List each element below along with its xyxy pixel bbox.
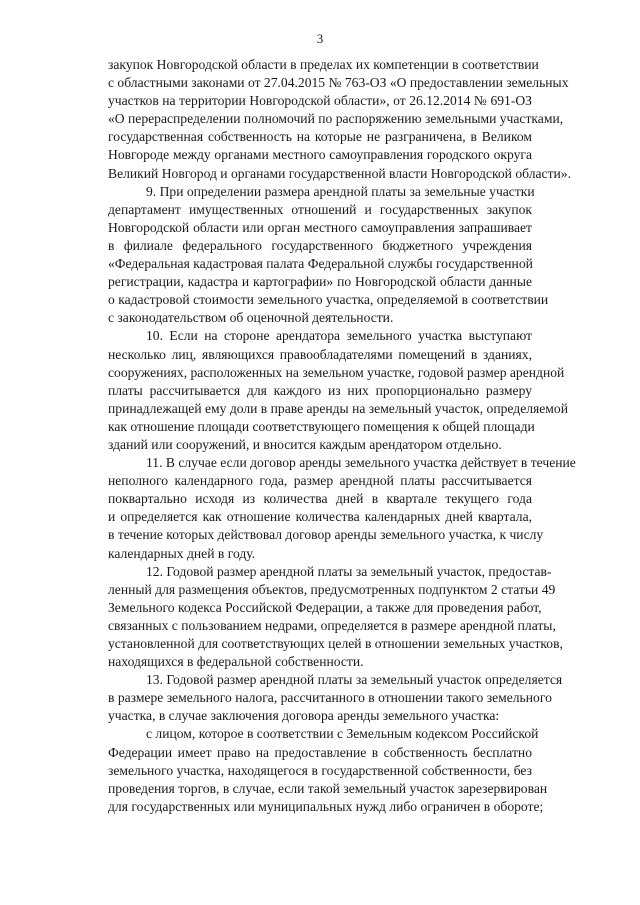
page-number: 3: [316, 31, 324, 46]
paragraph-12: [108, 563, 563, 672]
paragraph-13: [108, 671, 563, 725]
text-line: ленный для размещения объектов, предусмотренных подпунктом 2 статьи 49: [108, 581, 556, 597]
text-line: 11. В случае если договор аренды земельного участка действует в течение: [146, 455, 576, 471]
text-line: неполного календарного года, размер арендной платы рассчитывается: [108, 473, 532, 489]
paragraph-continuation: [108, 56, 571, 183]
text-line: поквартально исходя из количества дней в квартале текущего года: [108, 491, 532, 507]
text-line: 10. Если на стороне арендатора земельного участка выступают: [146, 328, 532, 344]
text-line: Новгороде между органами местного самоуправления городского округа: [108, 147, 532, 163]
text-line: Федерации имеет право на предоставление в собственность бесплатно: [108, 744, 532, 760]
paragraph-10: [108, 327, 568, 454]
text-line: участка, в случае заключения договора аренды земельного участка:: [108, 708, 500, 724]
text-line: 13. Годовой размер арендной платы за земельный участок определяется: [146, 672, 563, 688]
text-line: как отношение площади соответствующего помещения к общей площади: [108, 418, 535, 434]
document-body: [108, 56, 576, 816]
text-line: календарных дней в году.: [108, 545, 256, 561]
text-line: принадлежащей ему доли в праве аренды на земельный участок, определяемой: [108, 400, 568, 416]
text-line: в размере земельного налога, рассчитанного в отношении такого земельного: [108, 690, 552, 706]
text-line: «О перераспределении полномочий по распоряжению земельными участками,: [108, 111, 564, 127]
text-line: сооружениях, расположенных на земельном участке, годовой размер арендной: [108, 364, 565, 380]
text-line: 12. Годовой размер арендной платы за земельный участок, предостав-: [146, 563, 552, 579]
text-line: регистрации, кадастра и картографии» по Новгородской области данные: [108, 274, 532, 290]
text-line: установленной для соответствующих целей в отношении земельных участков,: [108, 636, 563, 651]
text-line: Новгородской области или орган местного самоуправления запрашивает: [108, 219, 532, 235]
text-line: проведения торгов, в случае, если такой земельный участок зарезервирован: [108, 780, 548, 796]
text-line: с законодательством об оценочной деятельности.: [108, 310, 394, 326]
text-line: в течение которых действовал договор аренды земельного участка, к числу: [108, 527, 544, 543]
text-line: находящихся в федеральной собственности.: [108, 654, 364, 670]
text-line: несколько лиц, являющихся правообладателями помещений в зданиях,: [108, 346, 532, 362]
text-line: с областными законами от 27.04.2015 № 763-ОЗ «О предоставлении земельных: [108, 75, 569, 91]
text-line: о кадастровой стоимости земельного участка, определяемой в соответствии: [108, 292, 549, 308]
text-line: для государственных или муниципальных нужд либо ограничен в обороте;: [108, 798, 544, 814]
text-line: зданий или сооружений, и вносится каждым арендатором отдельно.: [108, 436, 502, 452]
text-line: и определяется как отношение количества календарных дней квартала,: [108, 509, 532, 525]
text-line: участков на территории Новгородской области», от 26.12.2014 № 691-ОЗ: [108, 93, 532, 109]
text-line: 9. При определении размера арендной платы за земельные участки: [146, 183, 535, 199]
text-line: земельного участка, находящегося в государственной собственности, без: [108, 762, 532, 778]
paragraph-11: [108, 454, 576, 563]
text-line: платы рассчитывается для каждого из них пропорционально размеру: [108, 382, 532, 398]
text-line: связанных с пользованием недрами, определяется в размере арендной платы,: [108, 617, 556, 633]
text-line: «Федеральная кадастровая палата Федеральной службы государственной: [108, 256, 533, 272]
text-line: Великий Новгород и органами государственной власти Новгородской области».: [108, 165, 571, 181]
text-line: департамент имущественных отношений и государственных закупок: [108, 201, 532, 217]
text-line: закупок Новгородской области в пределах их компетенции в соответствии: [108, 57, 539, 72]
text-line: государственная собственность на которые не разграничена, в Великом: [108, 129, 532, 145]
paragraph-13-item: [108, 725, 548, 815]
text-line: в филиале федерального государственного бюджетного учреждения: [108, 237, 532, 253]
text-line: Земельного кодекса Российской Федерации, а также для проведения работ,: [108, 599, 542, 615]
text-line: с лицом, которое в соответствии с Земельным кодексом Российской: [146, 726, 539, 742]
paragraph-9: [108, 183, 549, 328]
